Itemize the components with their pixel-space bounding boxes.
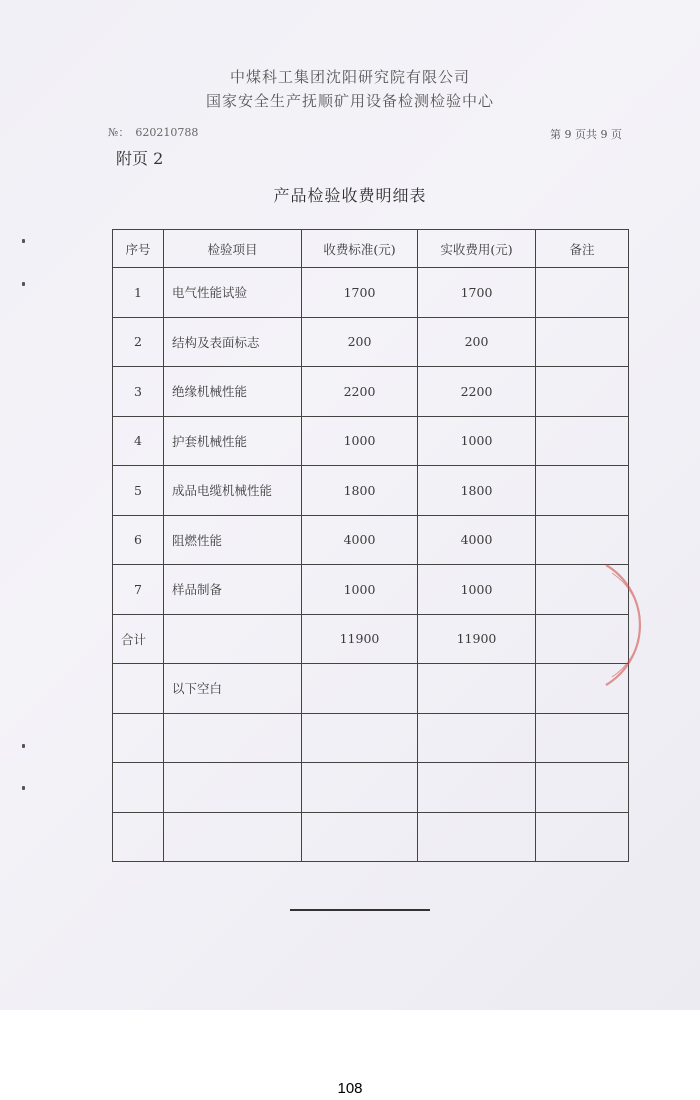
row-actual: 4000 <box>418 515 536 565</box>
blank-cell <box>113 664 164 714</box>
total-item-empty <box>164 614 302 664</box>
total-row <box>113 614 629 664</box>
total-standard: 11900 <box>302 614 418 664</box>
table-row <box>113 416 629 466</box>
scan-speck <box>22 239 25 243</box>
row-actual: 1000 <box>418 416 536 466</box>
blank-cell <box>113 763 164 813</box>
total-actual: 11900 <box>418 614 536 664</box>
row-no: 2 <box>113 317 164 367</box>
page-info: 第 9 页共 9 页 <box>550 128 622 141</box>
row-standard: 2200 <box>302 367 418 417</box>
serial-value: 620210788 <box>135 126 199 139</box>
row-standard: 1800 <box>302 466 418 516</box>
page-number: 108 <box>337 1080 363 1097</box>
blank-cell <box>418 713 536 763</box>
row-note <box>536 416 629 466</box>
row-actual: 200 <box>418 317 536 367</box>
row-actual: 1000 <box>418 565 536 615</box>
row-no: 3 <box>113 367 164 417</box>
row-standard: 4000 <box>302 515 418 565</box>
signature-rule <box>290 909 430 911</box>
blank-cell <box>302 664 418 714</box>
row-actual: 1800 <box>418 466 536 516</box>
scan-speck <box>22 744 25 748</box>
row-item: 电气性能试验 <box>164 268 302 318</box>
blank-cell <box>536 812 629 862</box>
row-actual: 2200 <box>418 367 536 417</box>
red-stamp-seal <box>596 555 686 695</box>
table-row <box>113 268 629 318</box>
blank-note-row <box>113 664 629 714</box>
row-no: 1 <box>113 268 164 318</box>
table-row <box>113 367 629 417</box>
organization-name: 中煤科工集团沈阳研究院有限公司 <box>229 68 470 86</box>
center-name: 国家安全生产抚顺矿用设备检测检验中心 <box>205 92 494 110</box>
total-label: 合计 <box>113 614 164 664</box>
row-standard: 1700 <box>302 268 418 318</box>
row-item: 样品制备 <box>164 565 302 615</box>
row-item: 结构及表面标志 <box>164 317 302 367</box>
row-no: 6 <box>113 515 164 565</box>
table-row <box>113 515 629 565</box>
blank-cell <box>164 763 302 813</box>
blank-cell <box>536 763 629 813</box>
report-number <box>108 124 198 140</box>
row-item: 护套机械性能 <box>164 416 302 466</box>
table-row <box>113 565 629 615</box>
row-actual: 1700 <box>418 268 536 318</box>
blank-cell <box>164 713 302 763</box>
table-title: 产品检验收费明细表 <box>273 186 427 205</box>
row-note <box>536 466 629 516</box>
header-note: 备注 <box>536 230 629 268</box>
table-header-row <box>113 230 629 268</box>
header-item: 检验项目 <box>164 230 302 268</box>
blank-cell <box>302 763 418 813</box>
row-item: 成品电缆机械性能 <box>164 466 302 516</box>
empty-row <box>113 713 629 763</box>
row-note <box>536 367 629 417</box>
row-item: 阻燃性能 <box>164 515 302 565</box>
table-row <box>113 317 629 367</box>
blank-cell <box>418 763 536 813</box>
blank-cell <box>113 713 164 763</box>
row-standard: 200 <box>302 317 418 367</box>
row-no: 4 <box>113 416 164 466</box>
row-no: 7 <box>113 565 164 615</box>
empty-row <box>113 763 629 813</box>
blank-cell <box>302 713 418 763</box>
row-no: 5 <box>113 466 164 516</box>
row-note <box>536 268 629 318</box>
scan-speck <box>22 786 25 790</box>
header-actual: 实收费用(元) <box>418 230 536 268</box>
blank-cell <box>302 812 418 862</box>
appendix-label: 附页 2 <box>116 149 164 168</box>
header-no: 序号 <box>113 230 164 268</box>
blank-cell <box>418 812 536 862</box>
row-standard: 1000 <box>302 565 418 615</box>
empty-row <box>113 812 629 862</box>
blank-cell <box>164 812 302 862</box>
blank-cell <box>113 812 164 862</box>
row-note <box>536 317 629 367</box>
blank-cell <box>536 713 629 763</box>
blank-cell <box>418 664 536 714</box>
fee-detail-table <box>112 229 629 862</box>
number-prefix: №： <box>108 126 130 139</box>
blank-note: 以下空白 <box>164 664 302 714</box>
header-standard: 收费标准(元) <box>302 230 418 268</box>
row-standard: 1000 <box>302 416 418 466</box>
scan-speck <box>22 282 25 286</box>
table-row <box>113 466 629 516</box>
row-item: 绝缘机械性能 <box>164 367 302 417</box>
